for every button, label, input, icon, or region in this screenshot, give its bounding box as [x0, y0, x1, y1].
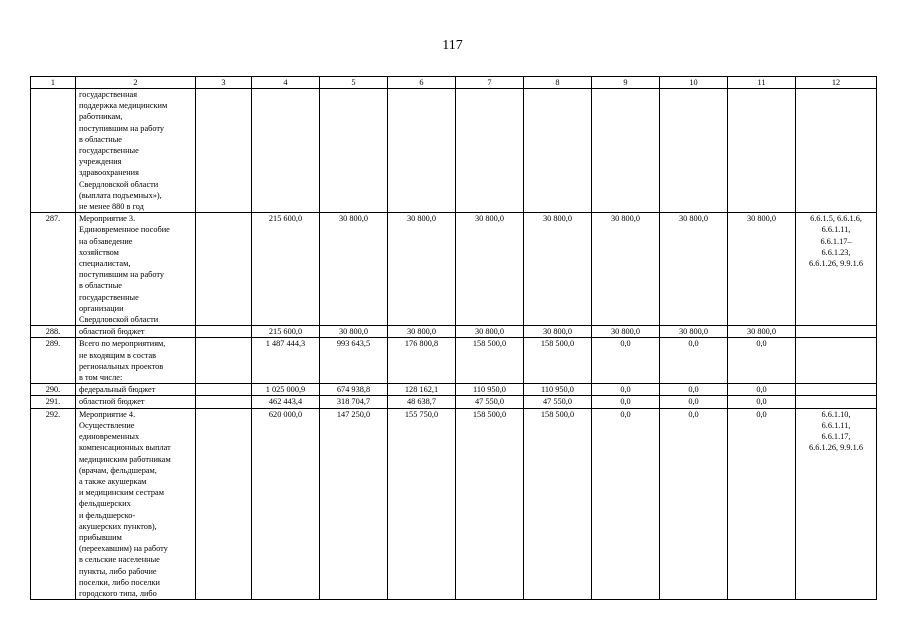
year-value-cell: 30 800,0	[728, 213, 796, 326]
year-value-cell: 30 800,0	[524, 326, 592, 338]
column-header: 7	[456, 77, 524, 89]
year-value-cell: 0,0	[592, 396, 660, 408]
target-indicators-cell: 6.6.1.5, 6.6.1.6, 6.6.1.11, 6.6.1.17– 6.6.1.23, 6.6.1.26, 9.9.1.6	[796, 213, 877, 326]
year-value-cell: 993 643,5	[320, 338, 388, 384]
total-value-cell: 1 487 444,3	[252, 338, 320, 384]
column-header: 9	[592, 77, 660, 89]
year-value-cell	[320, 89, 388, 213]
item-name-cell: государственная поддержка медицинским работникам, поступившим на работу в областные государственные учреждения здравоохранения Свердловской области (выплата подъемных»), не менее 880 в год	[76, 89, 196, 213]
year-value-cell: 30 800,0	[592, 326, 660, 338]
row-number-cell: 289.	[31, 338, 76, 384]
table-row	[31, 408, 877, 599]
column-header: 2	[76, 77, 196, 89]
year-value-cell: 48 638,7	[388, 396, 456, 408]
budget-table	[30, 76, 877, 600]
column-header: 12	[796, 77, 877, 89]
year-value-cell: 318 704,7	[320, 396, 388, 408]
year-value-cell: 30 800,0	[524, 213, 592, 326]
year-value-cell	[388, 89, 456, 213]
source-code-cell	[196, 384, 252, 396]
year-value-cell: 30 800,0	[456, 326, 524, 338]
page-number: 117	[442, 38, 463, 53]
year-value-cell: 0,0	[592, 384, 660, 396]
year-value-cell: 30 800,0	[660, 326, 728, 338]
item-name-cell: Всего по мероприятиям, не входящим в состав региональных проектов в том числе:	[76, 338, 196, 384]
year-value-cell: 0,0	[660, 338, 728, 384]
column-header: 1	[31, 77, 76, 89]
row-number-cell	[31, 89, 76, 213]
total-value-cell: 1 025 000,9	[252, 384, 320, 396]
total-value-cell: 620 000,0	[252, 408, 320, 599]
year-value-cell: 158 500,0	[456, 338, 524, 384]
year-value-cell: 155 750,0	[388, 408, 456, 599]
year-value-cell: 176 800,8	[388, 338, 456, 384]
year-value-cell: 30 800,0	[660, 213, 728, 326]
row-number-cell: 292.	[31, 408, 76, 599]
column-header: 11	[728, 77, 796, 89]
year-value-cell: 0,0	[660, 396, 728, 408]
target-indicators-cell	[796, 326, 877, 338]
target-indicators-cell	[796, 396, 877, 408]
row-number-cell: 288.	[31, 326, 76, 338]
year-value-cell	[660, 89, 728, 213]
target-indicators-cell	[796, 384, 877, 396]
year-value-cell	[728, 89, 796, 213]
column-header: 10	[660, 77, 728, 89]
year-value-cell: 0,0	[660, 408, 728, 599]
column-header: 8	[524, 77, 592, 89]
target-indicators-cell	[796, 338, 877, 384]
year-value-cell: 0,0	[660, 384, 728, 396]
year-value-cell: 30 800,0	[456, 213, 524, 326]
source-code-cell	[196, 408, 252, 599]
target-indicators-cell	[796, 89, 877, 213]
item-name-cell: Мероприятие 3. Единовременное пособие на обзаведение хозяйством специалистам, поступившим на работу в областные государственные организации Свердловской области	[76, 213, 196, 326]
year-value-cell: 128 162,1	[388, 384, 456, 396]
item-name-cell: федеральный бюджет	[76, 384, 196, 396]
source-code-cell	[196, 326, 252, 338]
column-header: 6	[388, 77, 456, 89]
year-value-cell: 147 250,0	[320, 408, 388, 599]
year-value-cell: 110 950,0	[524, 384, 592, 396]
row-number-cell: 291.	[31, 396, 76, 408]
column-header: 3	[196, 77, 252, 89]
table-row	[31, 89, 877, 213]
source-code-cell	[196, 89, 252, 213]
row-number-cell: 290.	[31, 384, 76, 396]
total-value-cell: 215 600,0	[252, 213, 320, 326]
source-code-cell	[196, 213, 252, 326]
column-header: 4	[252, 77, 320, 89]
year-value-cell: 0,0	[728, 384, 796, 396]
source-code-cell	[196, 396, 252, 408]
item-name-cell: областной бюджет	[76, 396, 196, 408]
year-value-cell: 0,0	[592, 338, 660, 384]
table-row	[31, 326, 877, 338]
column-number-row	[31, 77, 877, 89]
column-header: 5	[320, 77, 388, 89]
total-value-cell: 215 600,0	[252, 326, 320, 338]
year-value-cell: 47 550,0	[524, 396, 592, 408]
total-value-cell: 462 443,4	[252, 396, 320, 408]
year-value-cell: 0,0	[592, 408, 660, 599]
target-indicators-cell: 6.6.1.10, 6.6.1.11, 6.6.1.17, 6.6.1.26, 9.9.1.6	[796, 408, 877, 599]
row-number-cell: 287.	[31, 213, 76, 326]
year-value-cell: 674 938,8	[320, 384, 388, 396]
table-row	[31, 384, 877, 396]
year-value-cell: 110 950,0	[456, 384, 524, 396]
year-value-cell: 30 800,0	[388, 326, 456, 338]
year-value-cell: 30 800,0	[320, 213, 388, 326]
year-value-cell: 158 500,0	[524, 338, 592, 384]
year-value-cell: 30 800,0	[388, 213, 456, 326]
source-code-cell	[196, 338, 252, 384]
table-row	[31, 213, 877, 326]
total-value-cell	[252, 89, 320, 213]
year-value-cell: 0,0	[728, 408, 796, 599]
year-value-cell: 158 500,0	[456, 408, 524, 599]
year-value-cell	[456, 89, 524, 213]
item-name-cell: Мероприятие 4. Осуществление единовременных компенсационных выплат медицинским работникам (врачам, фельдшерам, а также акушеркам и медицинским сестрам фельдшерских и фельдшерско- акушерских пунктов), прибывшим (переехавшим) на работу в сельские населенные пункты, либо рабочие поселки, либо поселки городского типа, либо	[76, 408, 196, 599]
year-value-cell: 0,0	[728, 396, 796, 408]
table-row	[31, 338, 877, 384]
year-value-cell: 47 550,0	[456, 396, 524, 408]
year-value-cell: 158 500,0	[524, 408, 592, 599]
year-value-cell: 30 800,0	[320, 326, 388, 338]
year-value-cell	[592, 89, 660, 213]
table-row	[31, 396, 877, 408]
year-value-cell: 30 800,0	[592, 213, 660, 326]
year-value-cell	[524, 89, 592, 213]
year-value-cell: 0,0	[728, 338, 796, 384]
item-name-cell: областной бюджет	[76, 326, 196, 338]
year-value-cell: 30 800,0	[728, 326, 796, 338]
